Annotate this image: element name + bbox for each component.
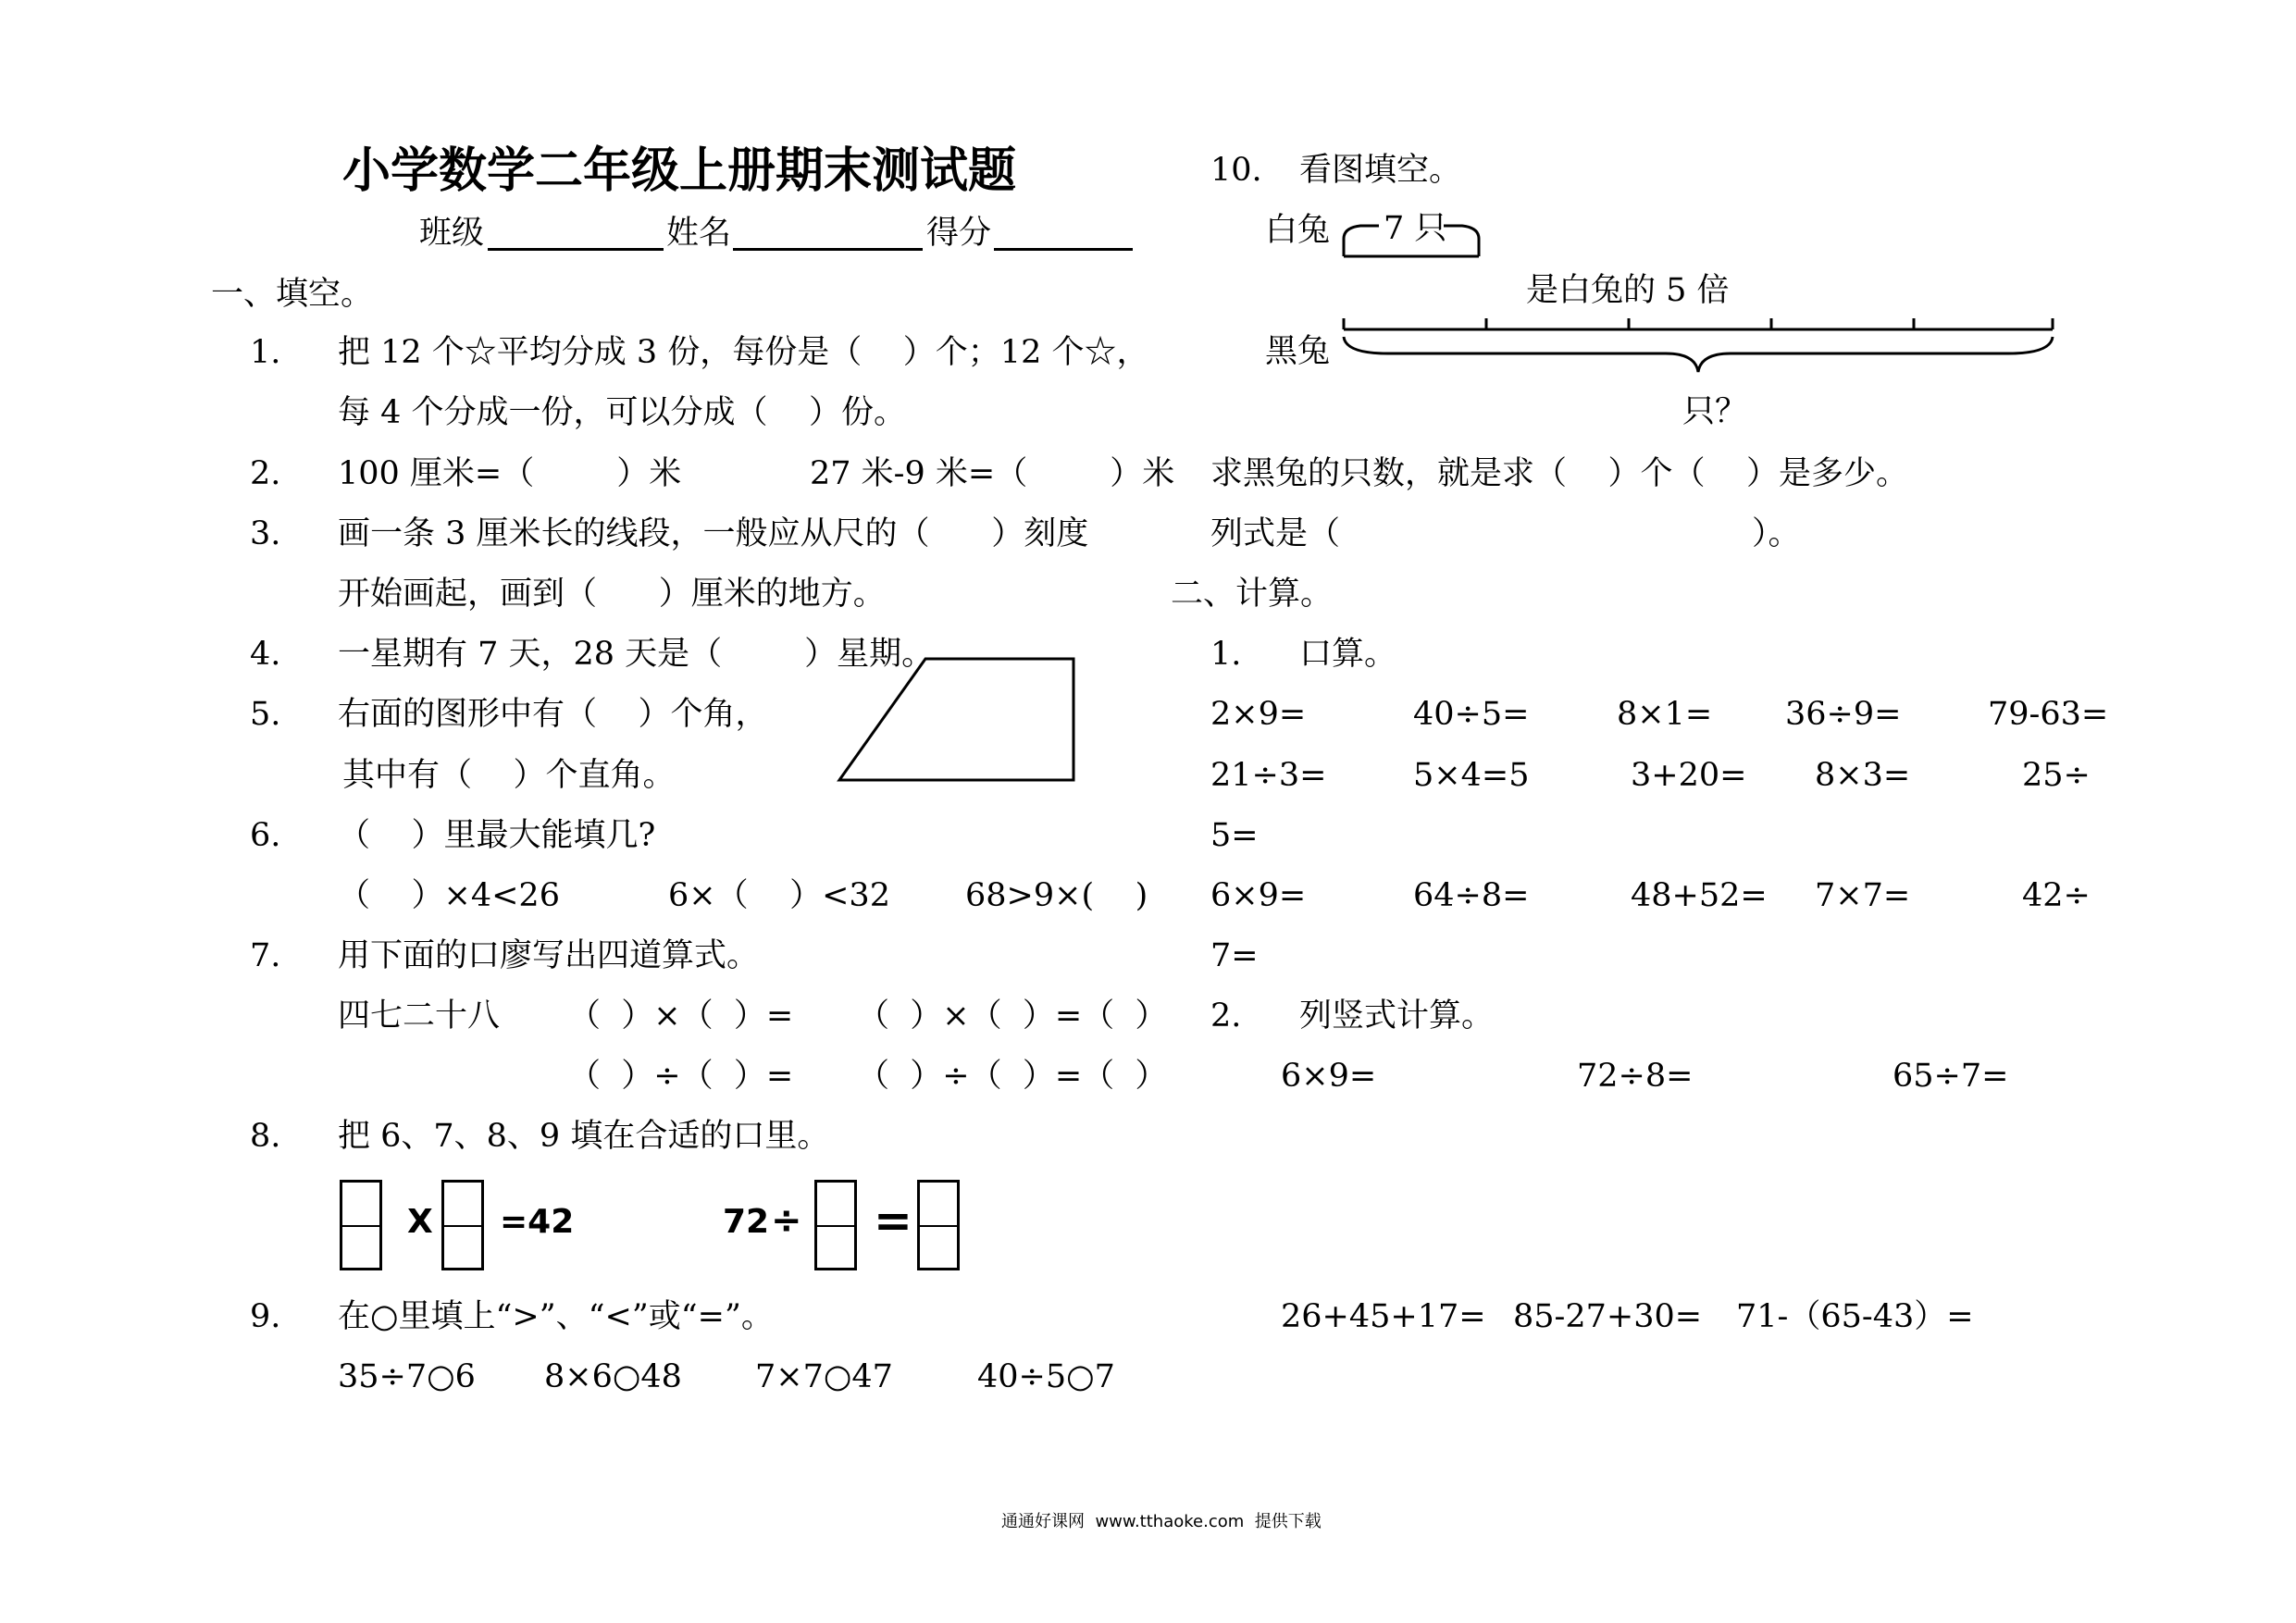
q6-line1: （ ）里最大能填几? [338, 817, 656, 854]
q8-divide-sign: ÷ [771, 1199, 802, 1242]
q7-expr-1: （ ）×（ ）= [568, 997, 794, 1035]
q10-number: 10. [1210, 152, 1262, 189]
name-label: 姓名 [666, 215, 732, 252]
mental-r2-c2: 5×4=5 [1413, 757, 1530, 794]
mental-r2-c3: 3+20= [1631, 757, 1747, 794]
q7-expr-2: （ ）×（ ）=（ ） [857, 997, 1168, 1035]
q4-number: 4. [250, 636, 281, 673]
q8-box-3 [814, 1180, 857, 1270]
q7-expr-4: （ ）÷（ ）=（ ） [857, 1058, 1168, 1095]
q9-part-a: 35÷7○6 [338, 1358, 476, 1395]
mental-r1-c3: 8×1= [1617, 696, 1713, 733]
q2-part-a: 100 厘米=（ ）米 [338, 455, 682, 492]
mental-r1-c1: 2×9= [1210, 696, 1307, 733]
name-blank [733, 248, 923, 251]
section1-heading: 一、填空。 [211, 276, 374, 313]
mental-r3-c5: 42÷ [2022, 877, 2091, 914]
p1-number: 1. [1210, 636, 1242, 673]
q10-formula-end: ）。 [1752, 515, 1801, 552]
q9-part-d: 40÷5○7 [977, 1358, 1115, 1395]
p2-label: 列竖式计算。 [1299, 997, 1495, 1035]
p1-label: 口算。 [1299, 636, 1397, 673]
mental-r3-wrap: 7= [1210, 937, 1259, 974]
class-blank [488, 248, 664, 251]
q6-part-a: （ ）×4<26 [338, 877, 560, 914]
vertical-2-3: 71-（65-43）= [1736, 1298, 1974, 1335]
mental-r2-c1: 21÷3= [1210, 757, 1327, 794]
q9-part-c: 7×7○47 [755, 1358, 893, 1395]
q8-dividend: 72 [723, 1203, 770, 1241]
q10-question: 求黑兔的只数，就是求（ ）个（ ）是多少。 [1210, 455, 1909, 492]
q10-line1: 看图填空。 [1299, 152, 1462, 189]
q5-line1: 右面的图形中有（ ）个角， [338, 696, 768, 733]
section2-heading: 二、计算。 [1171, 576, 1334, 613]
p2-number: 2. [1210, 997, 1242, 1035]
class-label: 班级 [419, 215, 485, 252]
score-blank [994, 248, 1133, 251]
q1-line1: 把 12 个☆平均分成 3 份，每份是（ ）个；12 个☆， [338, 334, 1149, 371]
score-label: 得分 [926, 215, 992, 252]
q10-white-rabbit-label: 白兔 [1265, 212, 1331, 249]
q8-equals-sign: = [874, 1194, 912, 1247]
mental-r3-c2: 64÷8= [1413, 877, 1530, 914]
vertical-1-2: 72÷8= [1577, 1058, 1694, 1095]
mental-r2-wrap: 5= [1210, 817, 1259, 854]
q3-line2: 开始画起，画到（ ）厘米的地方。 [338, 576, 886, 613]
q10-formula-start: 列式是（ [1210, 515, 1341, 552]
q5-line2: 其中有（ ）个直角。 [342, 757, 676, 794]
q7-line1: 用下面的口廖写出四道算式。 [338, 937, 760, 974]
q8-line1: 把 6、7、8、9 填在合适的口里。 [338, 1118, 830, 1155]
trapezoid-figure [833, 655, 1083, 789]
mental-r3-c4: 7×7= [1815, 877, 1911, 914]
mental-r2-c4: 8×3= [1815, 757, 1911, 794]
vertical-2-1: 26+45+17= [1281, 1298, 1486, 1335]
vertical-1-1: 6×9= [1281, 1058, 1377, 1095]
q7-number: 7. [250, 937, 281, 974]
page-title: 小学数学二年级上册期末测试题 [342, 142, 1017, 199]
q1-line2: 每 4 个分成一份，可以分成（ ）份。 [338, 394, 907, 431]
q1-number: 1. [250, 334, 281, 371]
mental-r1-c5: 79-63= [1988, 696, 2109, 733]
q6-number: 6. [250, 817, 281, 854]
q5-number: 5. [250, 696, 281, 733]
q7-rhyme: 四七二十八 [338, 997, 501, 1035]
vertical-1-3: 65÷7= [1893, 1058, 2009, 1095]
q10-white-count: 7 只 [1384, 210, 1447, 247]
q10-ratio: 是白兔的 5 倍 [1526, 272, 1730, 309]
mental-r2-c5: 25÷ [2022, 757, 2091, 794]
q8-box-2 [441, 1180, 484, 1270]
footer-source: 通通好课网 www.tthaoke.com 提供下载 [1001, 1512, 1322, 1531]
q10-unknown: 只？ [1682, 393, 1748, 430]
q6-part-b: 6×（ ）<32 [668, 877, 890, 914]
q3-number: 3. [250, 515, 281, 552]
q8-result: =42 [500, 1203, 575, 1241]
q8-box-4 [917, 1180, 960, 1270]
mental-r1-c2: 40÷5= [1413, 696, 1530, 733]
q7-expr-3: （ ）÷（ ）= [568, 1058, 794, 1095]
q10-black-bar [1333, 315, 2064, 379]
q10-white-bracket [1333, 215, 1490, 261]
vertical-2-2: 85-27+30= [1513, 1298, 1703, 1335]
q4-text: 一星期有 7 天，28 天是（ ）星期。 [338, 636, 935, 673]
mental-r1-c4: 36÷9= [1785, 696, 1902, 733]
q3-line1: 画一条 3 厘米长的线段，一般应从尺的（ ）刻度 [338, 515, 1089, 552]
q6-part-c: 68>9×( ) [965, 877, 1148, 914]
q8-box-1 [340, 1180, 382, 1270]
q9-number: 9. [250, 1298, 281, 1335]
mental-r3-c3: 48+52= [1631, 877, 1768, 914]
q9-line1: 在○里填上“>”、“<”或“=”。 [338, 1298, 774, 1335]
mental-r3-c1: 6×9= [1210, 877, 1307, 914]
q8-number: 8. [250, 1118, 281, 1155]
q2-part-b: 27 米-9 米=（ ）米 [810, 455, 1175, 492]
q10-black-rabbit-label: 黑兔 [1265, 333, 1331, 370]
q2-number: 2. [250, 455, 281, 492]
q8-times-sign: X [407, 1203, 433, 1241]
q9-part-b: 8×6○48 [544, 1358, 682, 1395]
